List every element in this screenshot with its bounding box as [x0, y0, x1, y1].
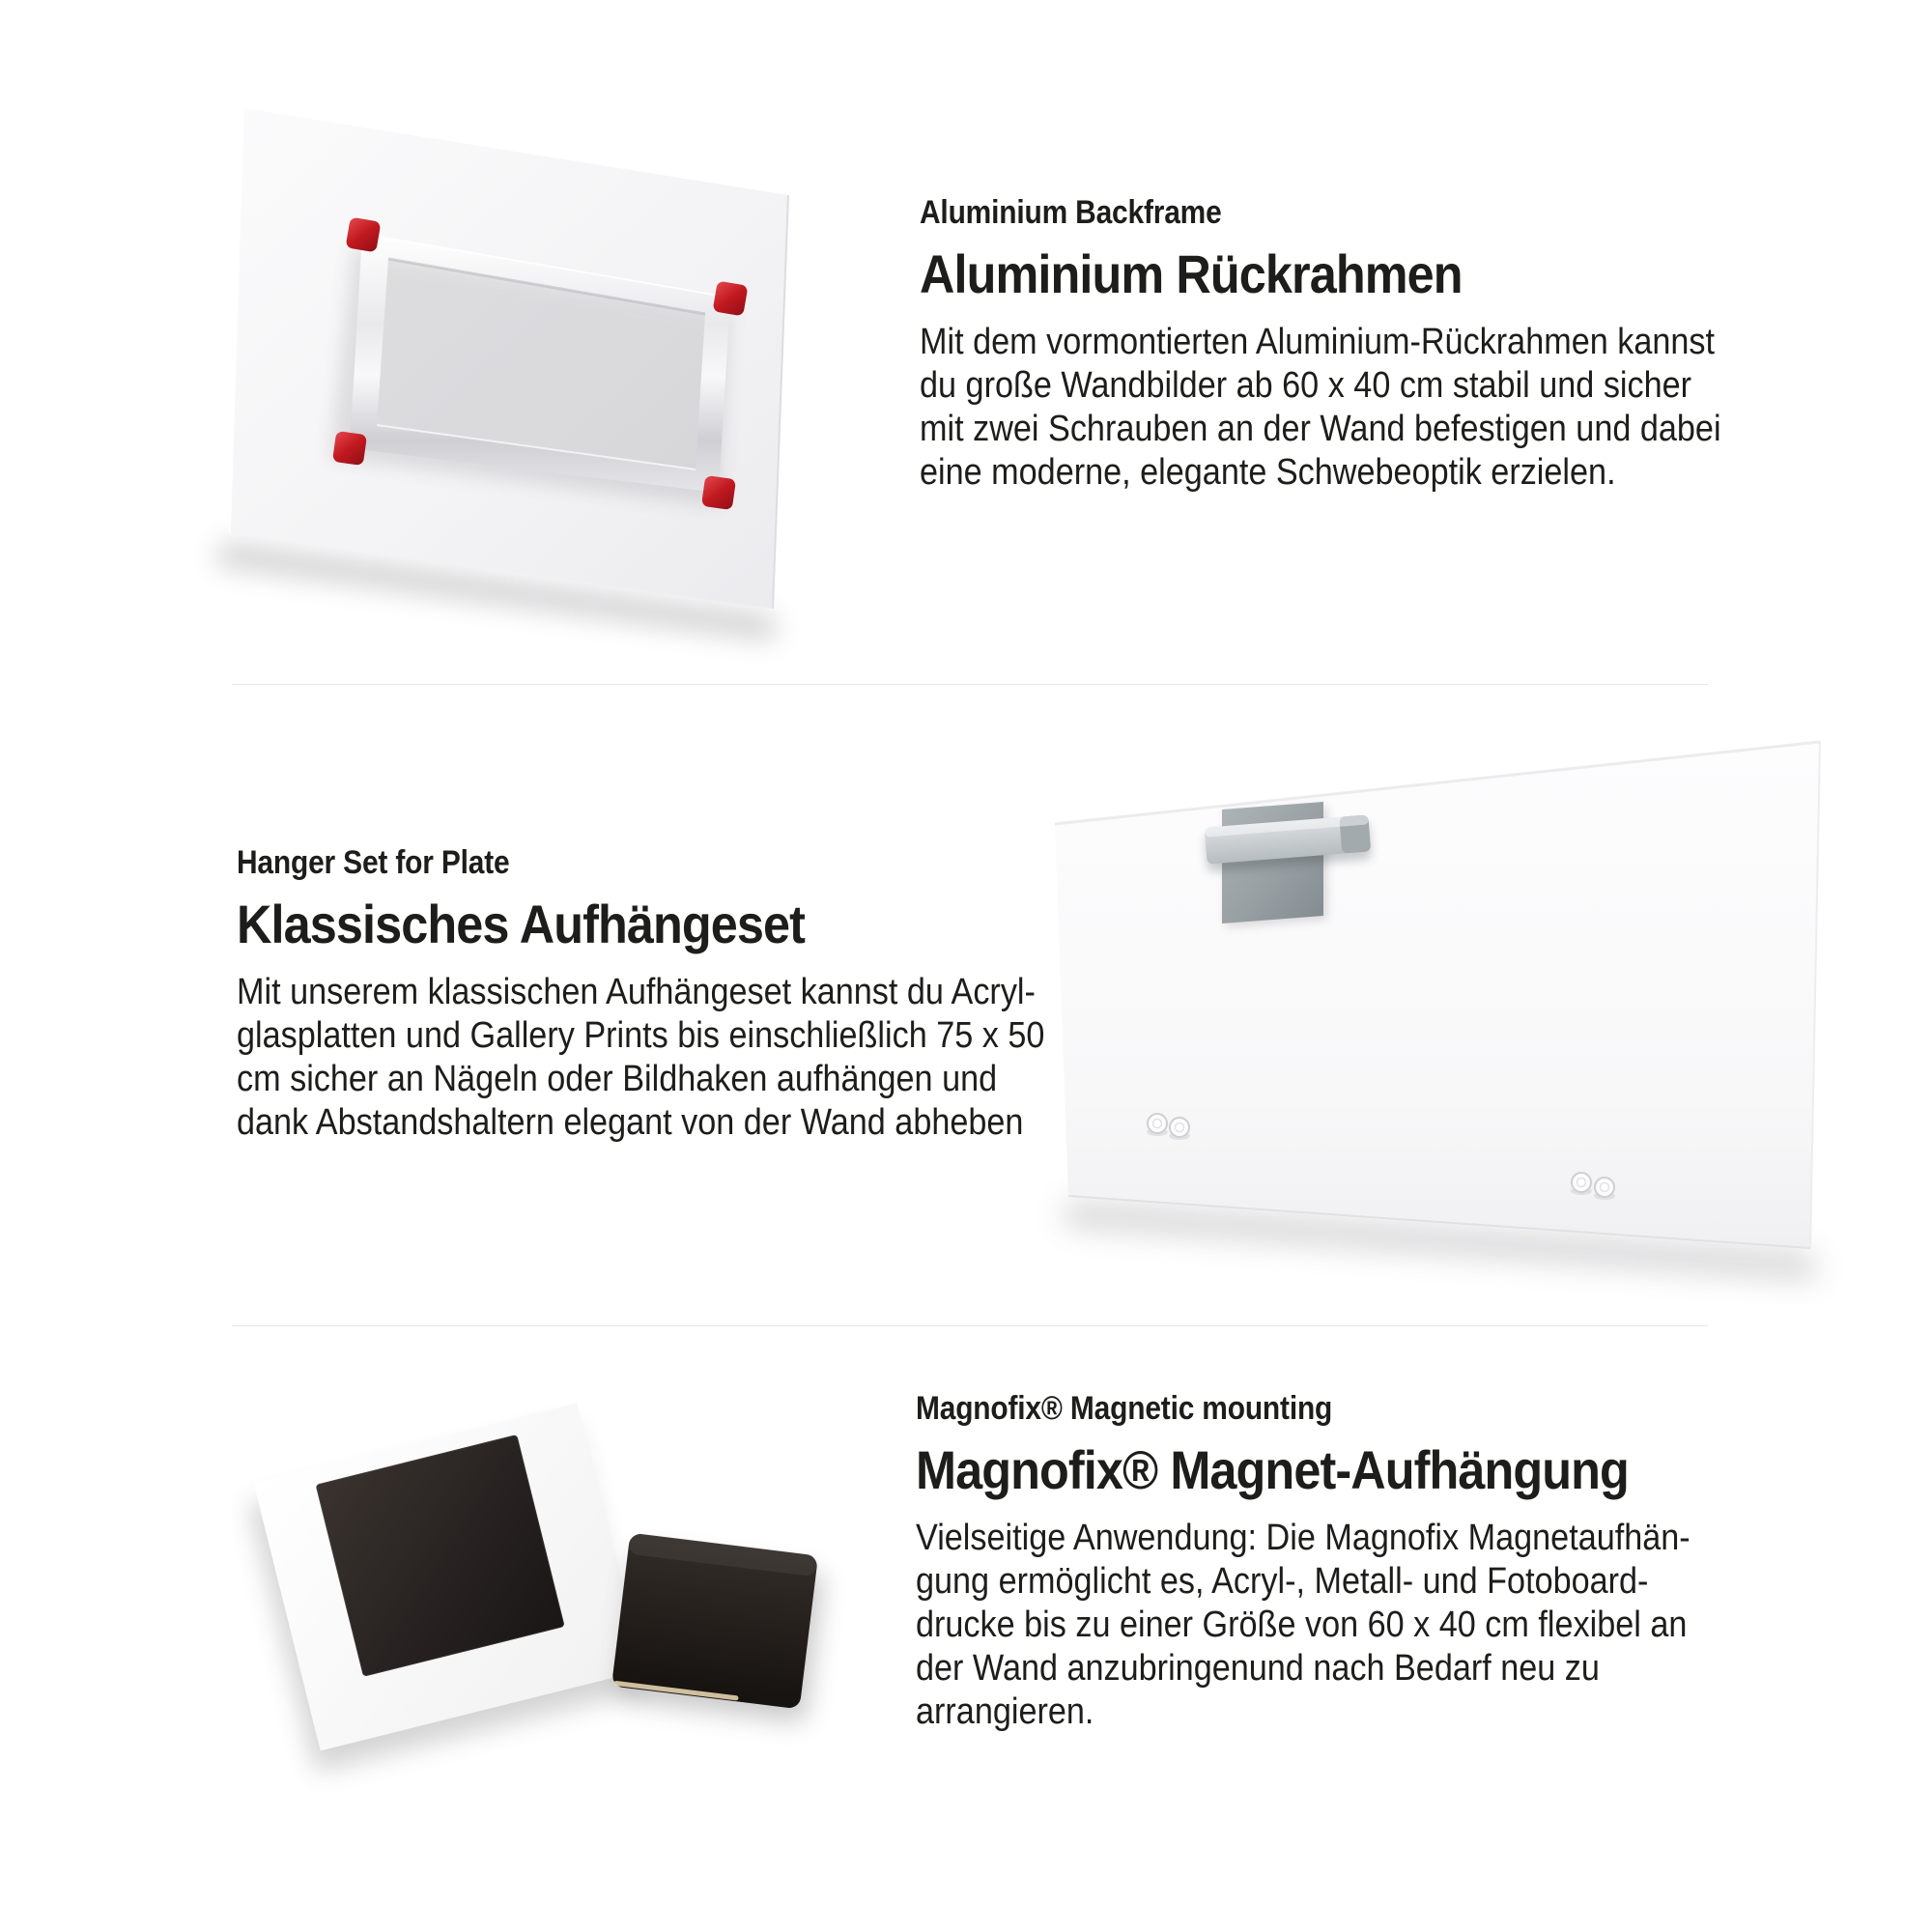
section-body — [920, 321, 1810, 495]
body-line: gung ermöglicht es, Acryl-, Metall- und Fotoboard- — [916, 1561, 1649, 1602]
magnofix-product-image — [232, 1381, 869, 1806]
body-line: glasplatten und Gallery Prints bis einschließlich 75 x 50 — [237, 1015, 1045, 1056]
hanger-set-product-image — [1014, 705, 1884, 1304]
body-line: drucke bis zu einer Größe von 60 x 40 cm flexibel an — [916, 1605, 1688, 1645]
body-line: arrangieren. — [916, 1691, 1094, 1732]
section-body — [916, 1517, 1776, 1734]
section-aluminium-backframe-text — [920, 193, 1810, 495]
body-line: cm sicher an Nägeln oder Bildhaken aufhängen und — [237, 1059, 998, 1099]
body-line: Mit dem vormontierten Aluminium-Rückrahmen kannst — [920, 322, 1716, 362]
section-heading: Magnofix® Magnet-Aufhängung — [916, 1439, 1629, 1500]
section-hanger-set-text — [237, 843, 1134, 1145]
body-line: mit zwei Schrauben an der Wand befestigen und dabei — [920, 409, 1721, 449]
body-line: du große Wandbilder ab 60 x 40 cm stabil und sicher — [920, 365, 1692, 406]
section-eyebrow: Hanger Set for Plate — [237, 844, 510, 881]
section-divider — [232, 684, 1708, 685]
body-line: Mit unserem klassischen Aufhängeset kannst du Acryl- — [237, 972, 1036, 1012]
section-heading: Aluminium Rückrahmen — [920, 243, 1463, 304]
section-heading: Klassisches Aufhängeset — [237, 894, 806, 954]
section-eyebrow: Aluminium Backframe — [920, 194, 1222, 231]
body-line: eine moderne, elegante Schwebeoptik erzielen. — [920, 452, 1616, 493]
body-line: dank Abstandshaltern elegant von der Wand abheben — [237, 1102, 1024, 1143]
section-body — [237, 971, 1134, 1145]
body-line: Vielseitige Anwendung: Die Magnofix Magnetaufhän- — [916, 1518, 1690, 1558]
section-divider — [232, 1325, 1708, 1326]
section-magnofix-text — [916, 1389, 1776, 1734]
aluminium-backframe-product-image — [193, 68, 831, 686]
section-eyebrow: Magnofix® Magnetic mounting — [916, 1390, 1333, 1427]
body-line: der Wand anzubringenund nach Bedarf neu zu — [916, 1648, 1600, 1689]
